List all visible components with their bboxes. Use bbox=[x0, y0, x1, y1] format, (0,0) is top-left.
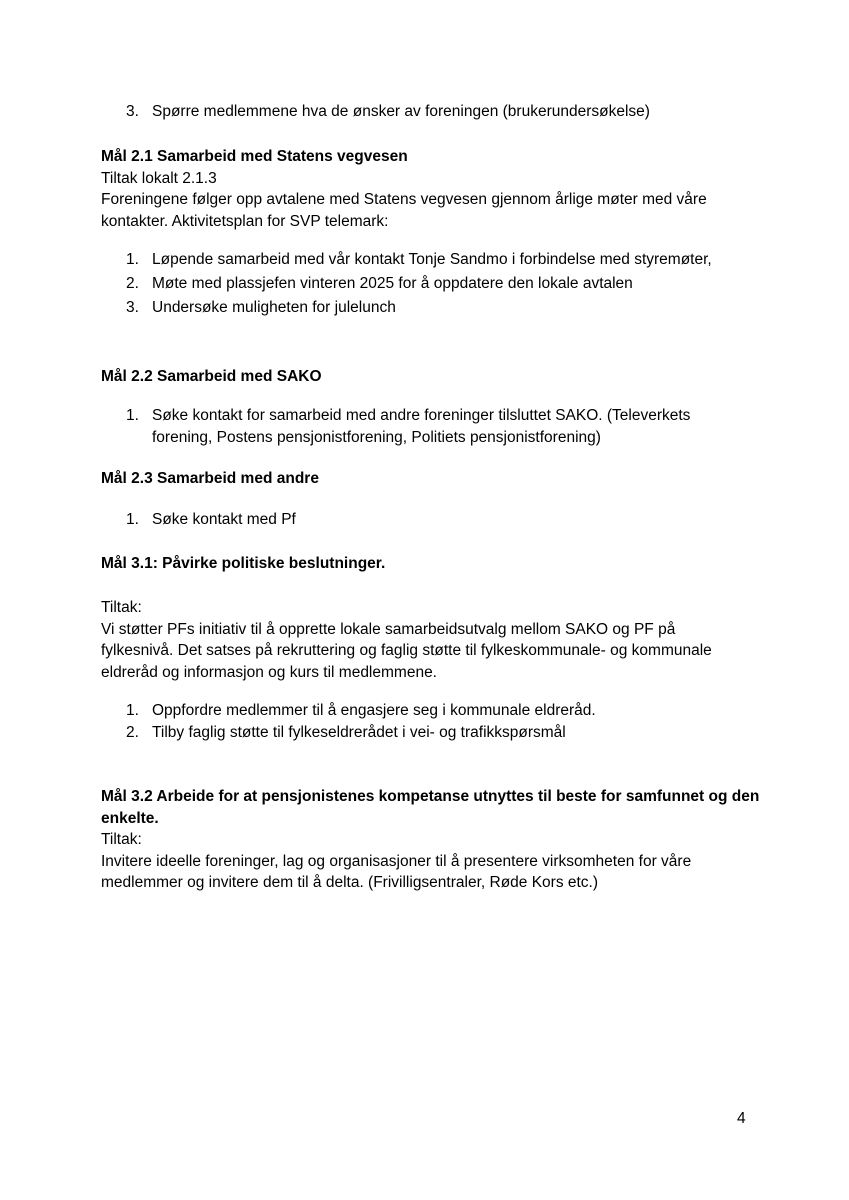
list-item-text: Undersøke muligheten for julelunch bbox=[152, 299, 396, 316]
list-item-number: 1. bbox=[126, 407, 139, 424]
list-item bbox=[101, 509, 761, 531]
list-item bbox=[101, 405, 761, 448]
goal-2-1-heading: Mål 2.1 Samarbeid med Statens vegvesen bbox=[101, 148, 408, 165]
list-item-text: Oppfordre medlemmer til å engasjere seg i kommunale eldreråd. bbox=[152, 702, 596, 719]
goal-3-2-paragraph-line: medlemmer og invitere dem til å delta. (Frivilligsentraler, Røde Kors etc.) bbox=[101, 874, 599, 891]
goal-3-1-paragraph-line: eldreråd og informasjon og kurs til medlemmene. bbox=[101, 663, 437, 681]
list-item-text: Spørre medlemmene hva de ønsker av foreningen (brukerundersøkelse) bbox=[152, 103, 650, 120]
list-item-text: Tilby faglig støtte til fylkeseldrerådet i vei- og trafikkspørsmål bbox=[152, 723, 566, 741]
goal-2-1-section bbox=[101, 146, 761, 232]
goal-2-1-ordered-list bbox=[101, 249, 761, 319]
goal-3-2-subheading: Tiltak: bbox=[101, 831, 142, 848]
list-item bbox=[101, 273, 761, 295]
list-item-number: 3. bbox=[126, 299, 139, 316]
goal-3-1-section bbox=[101, 553, 761, 575]
goal-3-1-paragraph-line: fylkesnivå. Det satses på rekruttering og faglig støtte til fylkeskommunale- og kommunale bbox=[101, 642, 712, 659]
goal-3-1-list bbox=[101, 700, 761, 743]
list-item-number: 1. bbox=[126, 511, 139, 528]
list-item-number: 2. bbox=[126, 723, 139, 741]
goal-3-1-ordered-list bbox=[101, 700, 761, 743]
list-item-number: 1. bbox=[126, 251, 139, 268]
goal-2-3-list bbox=[101, 509, 761, 531]
list-item bbox=[101, 297, 761, 319]
list-item-number: 1. bbox=[126, 702, 139, 719]
goal-2-2-section bbox=[101, 366, 761, 388]
goal-3-1-paragraph-line: Vi støtter PFs initiativ til å opprette lokale samarbeidsutvalg mellom SAKO og PF på bbox=[101, 620, 676, 638]
goal-3-2-section bbox=[101, 786, 761, 894]
goal-3-1-heading: Mål 3.1: Påvirke politiske beslutninger. bbox=[101, 555, 386, 572]
list-item-text: Løpende samarbeid med vår kontakt Tonje Sandmo i forbindelse med styremøter, bbox=[152, 251, 712, 268]
top-ordered-list bbox=[101, 101, 761, 123]
goal-2-1-paragraph-line: kontakter. Aktivitetsplan for SVP telemark: bbox=[101, 212, 389, 230]
goal-3-2-heading: Mål 3.2 Arbeide for at pensjonistenes kompetanse utnyttes til beste for samfunnet og den bbox=[101, 788, 760, 805]
page-number: 4 bbox=[737, 1110, 746, 1127]
goal-2-2-heading: Mål 2.2 Samarbeid med SAKO bbox=[101, 368, 322, 385]
goal-2-2-ordered-list bbox=[101, 405, 761, 448]
goal-2-1-paragraph-line: Foreningene følger opp avtalene med Statens vegvesen gjennom årlige møter med våre bbox=[101, 191, 707, 208]
list-item-number: 3. bbox=[126, 103, 139, 120]
goal-2-2-list bbox=[101, 405, 761, 448]
goal-2-3-heading: Mål 2.3 Samarbeid med andre bbox=[101, 470, 319, 487]
goal-3-2-paragraph-line: Invitere ideelle foreninger, lag og organisasjoner til å presentere virksomheten for våre bbox=[101, 852, 692, 870]
goal-3-1-body bbox=[101, 597, 761, 683]
goal-2-1-subheading: Tiltak lokalt 2.1.3 bbox=[101, 169, 217, 187]
list-item bbox=[101, 700, 761, 722]
list-item-text: Søke kontakt for samarbeid med andre foreninger tilsluttet SAKO. (Televerkets bbox=[152, 407, 691, 424]
goal-2-1-list bbox=[101, 249, 761, 319]
list-item-text: Søke kontakt med Pf bbox=[152, 511, 296, 528]
list-item bbox=[101, 249, 761, 271]
list-item-text: forening, Postens pensjonistforening, Politiets pensjonistforening) bbox=[152, 428, 601, 446]
goal-2-3-section bbox=[101, 468, 761, 490]
list-item bbox=[101, 722, 761, 744]
list-item-text: Møte med plassjefen vinteren 2025 for å oppdatere den lokale avtalen bbox=[152, 275, 633, 292]
list-item bbox=[101, 101, 761, 123]
top-list bbox=[101, 101, 761, 123]
goal-2-3-ordered-list bbox=[101, 509, 761, 531]
list-item-number: 2. bbox=[126, 275, 139, 292]
goal-3-2-heading: enkelte. bbox=[101, 809, 159, 827]
goal-3-1-subheading: Tiltak: bbox=[101, 599, 142, 616]
